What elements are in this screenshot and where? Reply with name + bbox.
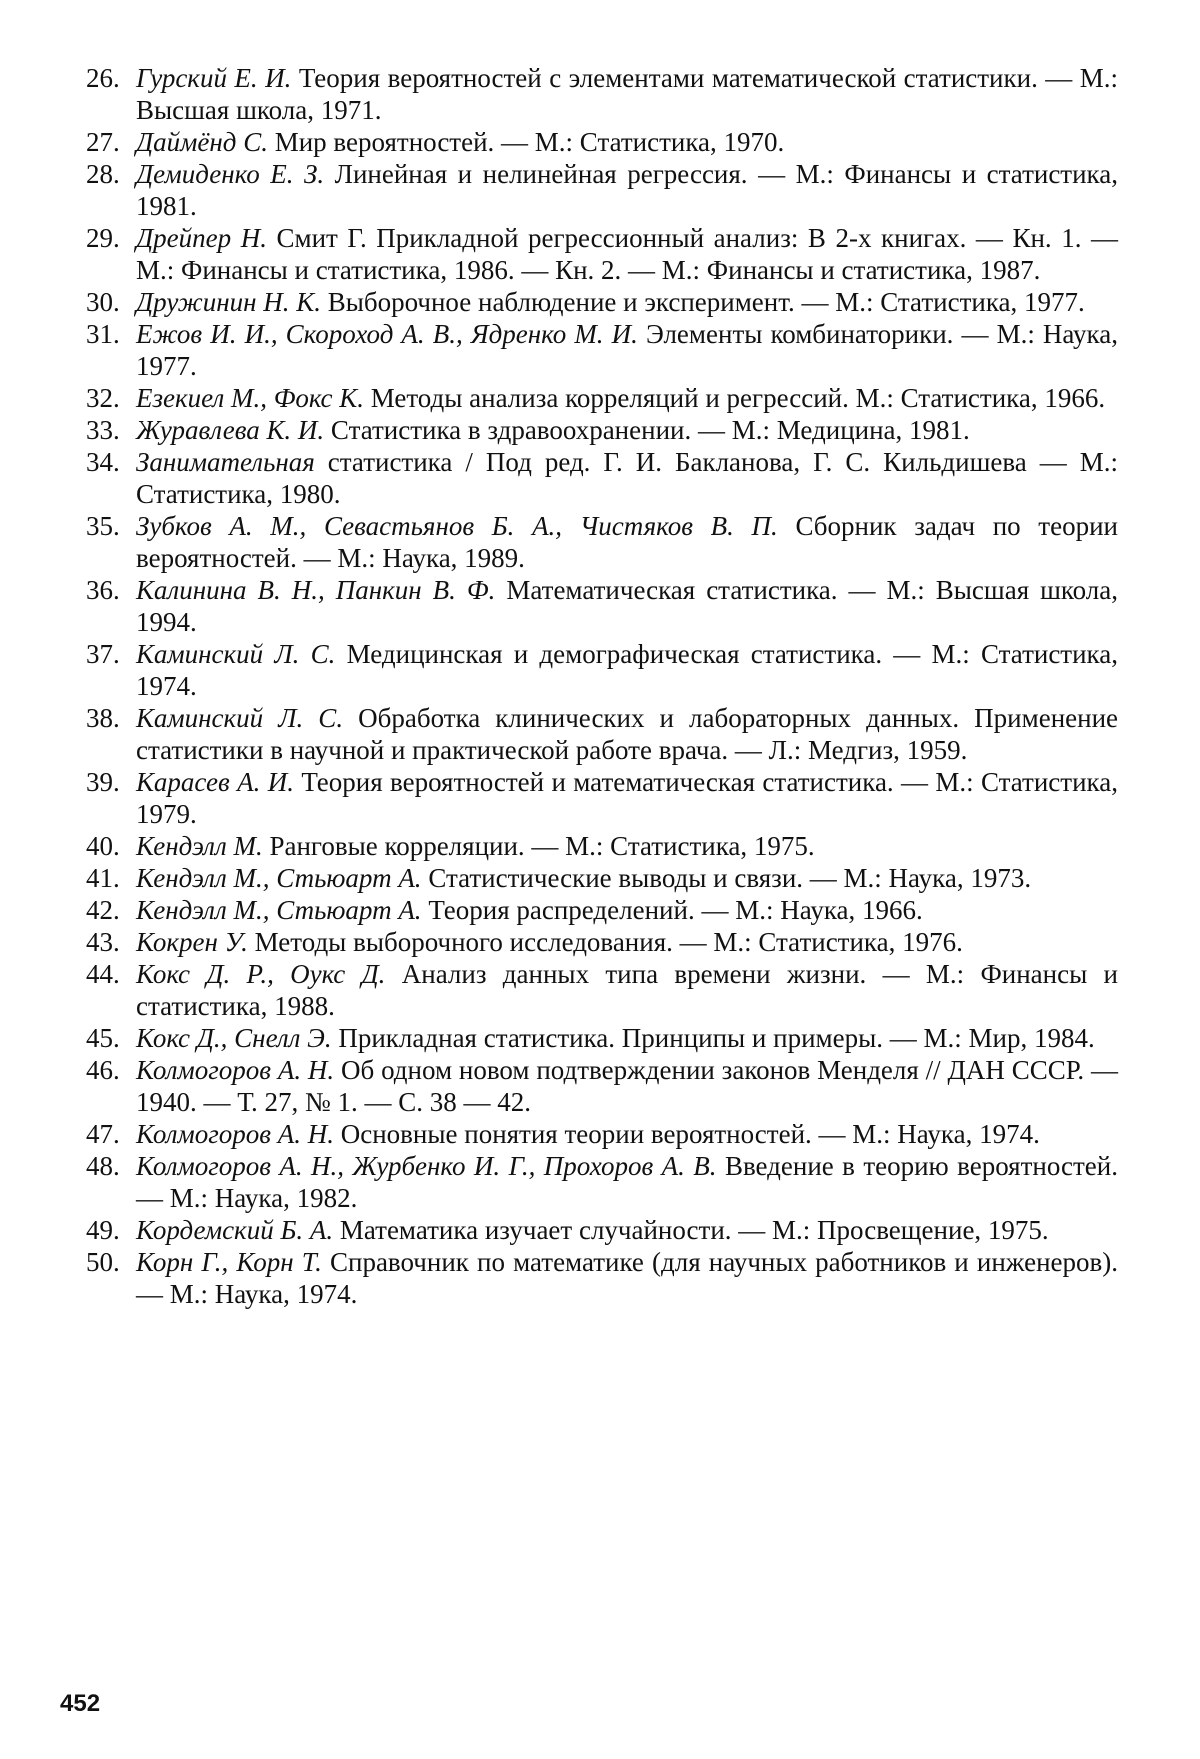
reference-item xyxy=(86,958,1118,1022)
reference-text: Смит Г. Прикладной регрессионный анализ: В 2-х книгах. — Кн. 1. — М.: Финансы и статистика, 1986. — Кн. 2. — М.: Финансы и статистика, 1987. xyxy=(136,223,1118,285)
reference-item xyxy=(86,766,1118,830)
reference-authors: Колмогоров А. Н. xyxy=(136,1055,335,1085)
reference-text: Медицинская и демографическая статистика. — М.: Статистика, 1974. xyxy=(136,639,1118,701)
reference-text: Основные понятия теории вероятностей. — М.: Наука, 1974. xyxy=(333,1119,1040,1149)
reference-text: Введение в теорию вероятностей. — М.: Наука, 1982. xyxy=(136,1151,1118,1213)
reference-authors: Занимательная xyxy=(136,447,315,477)
reference-item xyxy=(86,638,1118,702)
reference-item xyxy=(86,1246,1118,1310)
reference-text: Прикладная статистика. Принципы и примеры. — М.: Мир, 1984. xyxy=(331,1023,1095,1053)
reference-text: Статистика в здравоохранении. — М.: Медицина, 1981. xyxy=(324,415,970,445)
reference-number: 28. xyxy=(86,159,120,189)
reference-authors: Журавлева К. И. xyxy=(136,415,325,445)
reference-authors: Езекиел М., Фокс К. xyxy=(136,383,364,413)
reference-authors: Демиденко Е. З. xyxy=(136,159,325,189)
reference-authors: Гурский Е. И. xyxy=(136,63,292,93)
reference-list xyxy=(86,62,1118,1310)
reference-number: 35. xyxy=(86,511,120,541)
reference-text: Математическая статистика. — М.: Высшая школа, 1994. xyxy=(136,575,1118,637)
reference-text: Справочник по математике (для научных работников и инженеров). — М.: Наука, 1974. xyxy=(136,1247,1118,1309)
reference-item xyxy=(86,382,1118,414)
reference-text: Об одном новом подтверждении законов Менделя // ДАН СССР. — 1940. — Т. 27, № 1. — С. 38 — 42. xyxy=(136,1055,1119,1117)
reference-text: Математика изучает случайности. — М.: Просвещение, 1975. xyxy=(333,1215,1049,1245)
reference-text: Выборочное наблюдение и эксперимент. — М.: Статистика, 1977. xyxy=(320,287,1085,317)
reference-number: 34. xyxy=(86,447,120,477)
reference-authors: Колмогоров А. Н., Журбенко И. Г., Прохоров А. В. xyxy=(136,1151,717,1181)
reference-text: Теория распределений. — М.: Наука, 1966. xyxy=(421,895,923,925)
reference-text: Мир вероятностей. — М.: Статистика, 1970. xyxy=(267,127,785,157)
reference-authors: Кордемский Б. А. xyxy=(136,1215,334,1245)
reference-number: 26. xyxy=(86,63,120,93)
reference-number: 50. xyxy=(86,1247,120,1277)
reference-text: Анализ данных типа времени жизни. — М.: Финансы и статистика, 1988. xyxy=(136,959,1118,1021)
reference-number: 40. xyxy=(86,831,120,861)
reference-authors: Кендэлл М. xyxy=(136,831,263,861)
reference-number: 47. xyxy=(86,1119,120,1149)
reference-item xyxy=(86,318,1118,382)
reference-number: 43. xyxy=(86,927,120,957)
reference-item xyxy=(86,574,1118,638)
reference-number: 29. xyxy=(86,223,120,253)
reference-text: Ранговые корреляции. — М.: Статистика, 1975. xyxy=(262,831,815,861)
reference-item xyxy=(86,702,1118,766)
reference-number: 46. xyxy=(86,1055,120,1085)
reference-item xyxy=(86,894,1118,926)
reference-number: 36. xyxy=(86,575,120,605)
reference-item xyxy=(86,1118,1118,1150)
reference-authors: Ежов И. И., Скороход А. В., Ядренко М. И. xyxy=(136,319,638,349)
reference-authors: Кокс Д. Р., Оукс Д. xyxy=(136,959,386,989)
reference-item xyxy=(86,62,1118,126)
reference-number: 42. xyxy=(86,895,120,925)
reference-authors: Кокрен У. xyxy=(136,927,248,957)
reference-item xyxy=(86,1150,1118,1214)
reference-text: Линейная и нелинейная регрессия. — М.: Финансы и статистика, 1981. xyxy=(136,159,1118,221)
reference-number: 38. xyxy=(86,703,120,733)
reference-number: 48. xyxy=(86,1151,120,1181)
reference-text: Статистические выводы и связи. — М.: Наука, 1973. xyxy=(421,863,1032,893)
reference-item xyxy=(86,862,1118,894)
reference-number: 33. xyxy=(86,415,120,445)
reference-item xyxy=(86,1214,1118,1246)
page-number: 452 xyxy=(60,1690,101,1717)
reference-authors: Зубков А. М., Севастьянов Б. А., Чистяков В. П. xyxy=(136,511,778,541)
reference-authors: Кендэлл М., Стьюарт А. xyxy=(136,895,422,925)
reference-text: Методы выборочного исследования. — М.: Статистика, 1976. xyxy=(247,927,963,957)
reference-authors: Карасев А. И. xyxy=(136,767,294,797)
reference-number: 49. xyxy=(86,1215,120,1245)
reference-authors: Дружинин Н. К. xyxy=(136,287,321,317)
reference-number: 30. xyxy=(86,287,120,317)
reference-item xyxy=(86,510,1118,574)
reference-item xyxy=(86,286,1118,318)
reference-number: 41. xyxy=(86,863,120,893)
reference-number: 27. xyxy=(86,127,120,157)
reference-text: Обработка клинических и лабораторных данных. Применение статистики в научной и практической работе врача. — Л.: Медгиз, 1959. xyxy=(136,703,1119,765)
reference-item xyxy=(86,222,1118,286)
reference-text: статистика / Под ред. Г. И. Бакланова, Г. С. Кильдишева — М.: Статистика, 1980. xyxy=(136,447,1118,509)
reference-number: 31. xyxy=(86,319,120,349)
reference-number: 44. xyxy=(86,959,120,989)
reference-authors: Кендэлл М., Стьюарт А. xyxy=(136,863,422,893)
reference-number: 45. xyxy=(86,1023,120,1053)
reference-item xyxy=(86,830,1118,862)
reference-authors: Калинина В. Н., Панкин В. Ф. xyxy=(136,575,496,605)
reference-authors: Даймёнд С. xyxy=(136,127,268,157)
reference-text: Сборник задач по теории вероятностей. — М.: Наука, 1989. xyxy=(136,511,1118,573)
reference-item xyxy=(86,1054,1118,1118)
reference-authors: Колмогоров А. Н. xyxy=(136,1119,334,1149)
reference-number: 39. xyxy=(86,767,120,797)
reference-item xyxy=(86,446,1118,510)
reference-authors: Каминский Л. С. xyxy=(136,639,336,669)
reference-number: 32. xyxy=(86,383,120,413)
reference-number: 37. xyxy=(86,639,120,669)
reference-item xyxy=(86,126,1118,158)
reference-item xyxy=(86,1022,1118,1054)
reference-text: Теория вероятностей и математическая статистика. — М.: Статистика, 1979. xyxy=(136,767,1118,829)
reference-item xyxy=(86,158,1118,222)
reference-authors: Кокс Д., Снелл Э. xyxy=(136,1023,332,1053)
reference-authors: Корн Г., Корн Т. xyxy=(136,1247,322,1277)
reference-text: Теория вероятностей с элементами математической статистики. — М.: Высшая школа, 1971. xyxy=(136,63,1119,125)
reference-text: Методы анализа корреляций и регрессий. М.: Статистика, 1966. xyxy=(363,383,1106,413)
reference-authors: Дрейпер Н. xyxy=(136,223,267,253)
reference-authors: Каминский Л. С. xyxy=(136,703,344,733)
reference-item xyxy=(86,414,1118,446)
reference-text: Элементы комбинаторики. — М.: Наука, 1977. xyxy=(136,319,1118,381)
reference-item xyxy=(86,926,1118,958)
